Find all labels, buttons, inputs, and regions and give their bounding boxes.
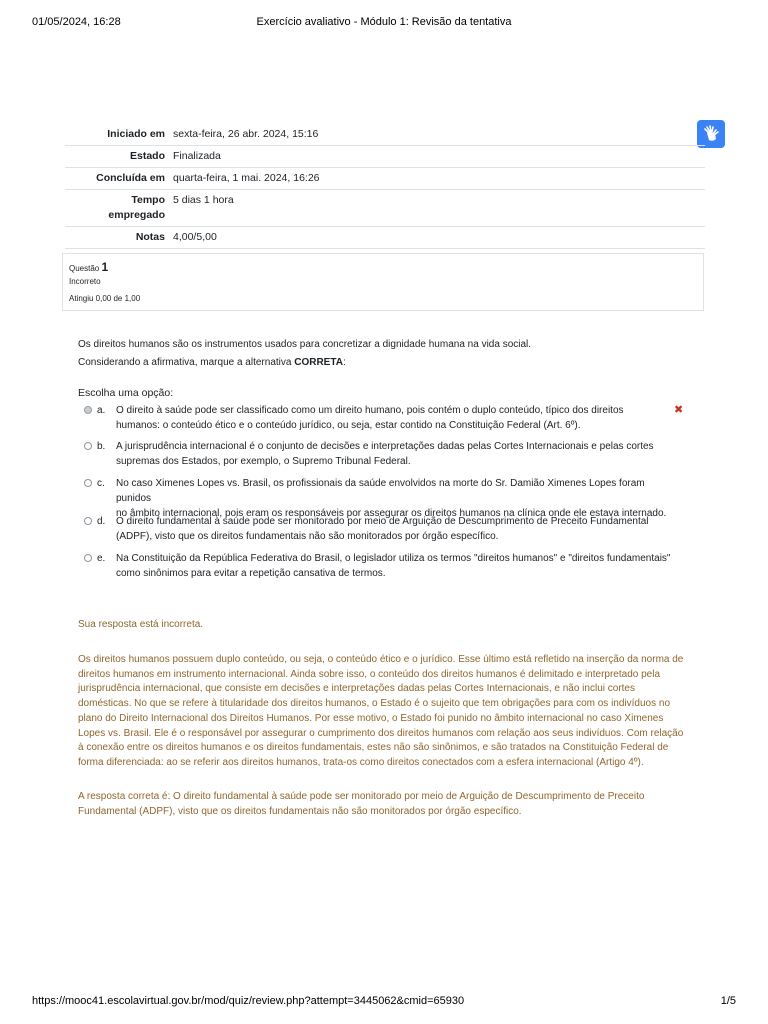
marks-label: Notas xyxy=(65,227,173,249)
page-number: 1/5 xyxy=(720,995,736,1007)
option-text-line1: O direito à saúde pode ser classificado como um direito humano, pois contém o duplo conteúdo, típico dos direitos xyxy=(116,405,624,416)
state-label: Estado xyxy=(65,146,173,168)
option-text-line1: A jurisprudência internacional é o conjunto de decisões e interpretações dadas pelas Cortes Internacionais e pelas cortes xyxy=(116,441,654,452)
radio-option-d[interactable] xyxy=(84,517,92,525)
general-feedback xyxy=(78,653,718,771)
general-feedback-line: forma diferenciada: ao se referir aos direitos humanos, trata-os como direitos conectados com a esfera internacional (Artigo 4º). xyxy=(78,756,644,768)
question-number-value: 1 xyxy=(101,260,109,274)
attempt-summary-table xyxy=(65,124,705,270)
question-info-box xyxy=(62,253,704,311)
state-value: Finalizada xyxy=(173,146,705,168)
option-text xyxy=(116,403,676,433)
right-answer-line2: Fundamental (ADPF), visto que os direitos fundamentais não são monitorados por órgão específico. xyxy=(78,805,522,817)
general-feedback-line: Lopes vs. Brasil. Ele é o responsável por assegurar o cumprimento dos direitos humanos com relação aos seus indivíduos. Com relação xyxy=(78,727,684,739)
radio-option-a[interactable] xyxy=(84,406,92,414)
summary-row-started xyxy=(65,124,705,146)
option-text-line2: supremas dos Estados, por exemplo, o Supremo Tribunal Federal. xyxy=(116,456,411,467)
radio-option-c[interactable] xyxy=(84,479,92,487)
question-grade: Atingiu 0,00 de 1,00 xyxy=(69,294,141,303)
summary-row-completed xyxy=(65,168,705,190)
general-feedback-line: Os direitos humanos possuem duplo conteúdo, ou seja, o conteúdo ético e o jurídico. Esse último está refletido na inserção da norma de xyxy=(78,654,684,665)
question-label: Questão xyxy=(69,264,100,273)
time-label xyxy=(65,190,173,227)
option-text-line1: Na Constituição da República Federativa do Brasil, o legislador utiliza os termos "direitos humanos" e "direitos fundamentais" xyxy=(116,553,671,564)
answer-prompt: Escolha uma opção: xyxy=(78,387,174,399)
summary-row-marks xyxy=(65,227,705,249)
time-label-line2: empregado xyxy=(108,209,165,221)
feedback-status: Sua resposta está incorreta. xyxy=(78,619,204,630)
summary-row-time xyxy=(65,190,705,227)
option-text xyxy=(116,551,676,581)
right-answer xyxy=(78,790,718,819)
option-letter: b. xyxy=(97,441,106,452)
started-value: sexta-feira, 26 abr. 2024, 15:16 xyxy=(173,128,319,140)
question-text-line2-start: Considerando a afirmativa, marque a alternativa xyxy=(78,357,292,368)
option-letter: a. xyxy=(97,405,106,416)
general-feedback-line: plano do Direito Internacional dos Direitos Humanos. Por esse motivo, o Estado foi punido no âmbito internacional no caso Ximenes xyxy=(78,712,664,724)
option-letter: c. xyxy=(97,478,105,489)
general-feedback-line: direitos humanos em instrumento internacional. Ainda sobre isso, o conteúdo dos direitos humanos é delimitado e interpretado pela xyxy=(78,668,661,680)
question-text xyxy=(78,337,718,373)
general-feedback-line: jurisprudência internacional, que consiste em decisões e interpretações dadas pelas Cortes Internacionais, e não inclui cortes xyxy=(78,683,635,695)
print-title: Exercício avaliativo - Módulo 1: Revisão da tentativa xyxy=(256,16,512,28)
marks-value: 4,00/5,00 xyxy=(173,227,705,249)
option-text-line1: O direito fundamental à saúde pode ser monitorado por meio de Arguição de Descumprimento de Preceito Fundamental xyxy=(116,516,649,527)
print-datetime: 01/05/2024, 16:28 xyxy=(32,16,121,28)
completed-label: Concluída em xyxy=(65,168,173,190)
summary-row-state xyxy=(65,146,705,168)
print-footer xyxy=(32,995,736,1009)
incorrect-mark-icon: ✖ xyxy=(674,404,684,416)
question-text-line2 xyxy=(78,355,718,371)
page-url: https://mooc41.escolavirtual.gov.br/mod/quiz/review.php?attempt=3445062&cmid=65930 xyxy=(32,995,465,1007)
question-text-bold: CORRETA xyxy=(294,357,343,368)
option-text-line1: No caso Ximenes Lopes vs. Brasil, os profissionais da saúde envolvidos na morte do Sr. Damião Ximenes Lopes foram punidos xyxy=(116,478,645,504)
question-text-line1: Os direitos humanos são os instrumentos usados para concretizar a dignidade humana na vida social. xyxy=(78,339,532,350)
radio-option-b[interactable] xyxy=(84,442,92,450)
option-letter: e. xyxy=(97,553,106,564)
time-value: 5 dias 1 hora xyxy=(173,190,705,227)
time-label-line1: Tempo xyxy=(131,194,165,206)
option-text-line2: (ADPF), visto que os direitos fundamentais não são monitorados por órgão específico. xyxy=(116,531,499,542)
option-letter: d. xyxy=(97,516,106,527)
option-text xyxy=(116,514,676,544)
radio-option-e[interactable] xyxy=(84,554,92,562)
option-text-line2: no âmbito internacional, pois eram os responsáveis por assegurar os direitos humanos na clínica onde ele estava internado. xyxy=(116,508,667,519)
question-number xyxy=(69,260,108,274)
option-text-line2: humanos: o conteúdo ético e o conteúdo jurídico, ou seja, estar contido na Constituição Federal (Art. 6º). xyxy=(116,420,581,431)
right-answer-line1: A resposta correta é: O direito fundamental à saúde pode ser monitorado por meio de Arguição de Descumprimento de Preceito xyxy=(78,791,645,802)
general-feedback-line: domésticas. No que se refere à titularidade dos direitos humanos, o Estado é o sujeito que tem obrigações para com os indivíduos no xyxy=(78,698,671,710)
option-text xyxy=(116,439,676,469)
question-state: Incorreto xyxy=(69,277,101,286)
question-text-line2-end: : xyxy=(342,357,346,368)
started-label: Iniciado em xyxy=(107,128,165,140)
option-text-line2: como sinônimos para evitar a repetição cansativa de termos. xyxy=(116,568,386,579)
completed-value: quarta-feira, 1 mai. 2024, 16:26 xyxy=(173,168,705,190)
general-feedback-line: à conexão entre os direitos humanos e os direitos fundamentais, estes não são sinônimos, e são tratados na Constituição Federal de xyxy=(78,742,669,754)
print-header xyxy=(32,16,736,30)
